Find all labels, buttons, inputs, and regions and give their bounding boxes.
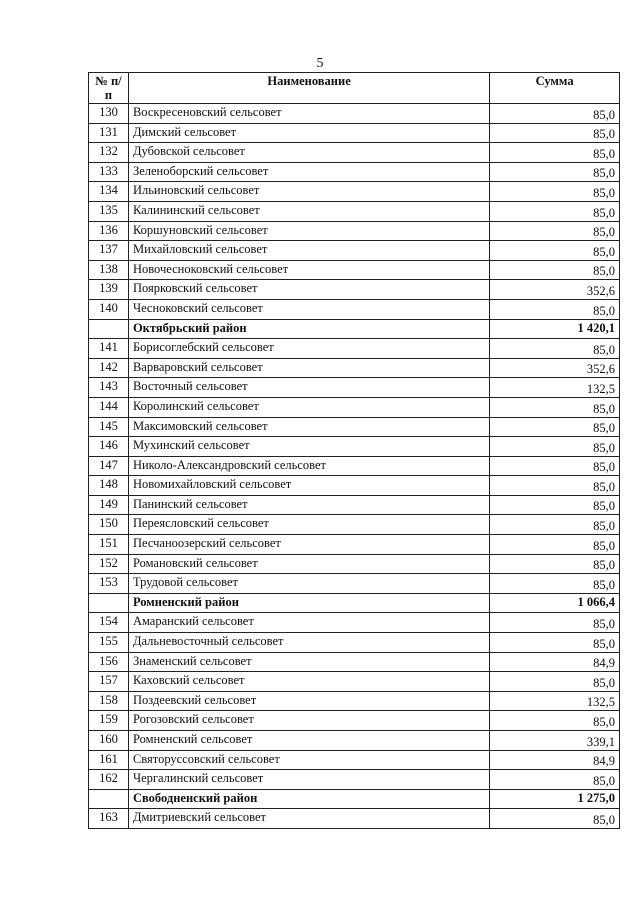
- table-row: [89, 495, 620, 515]
- row-sum: 85,0: [490, 241, 620, 261]
- table-header-row: [89, 73, 620, 104]
- row-sum: 85,0: [490, 613, 620, 633]
- row-sum: 85,0: [490, 339, 620, 359]
- row-sum: 85,0: [490, 299, 620, 319]
- row-name: Новомихайловский сельсовет: [128, 476, 489, 496]
- table-row: [89, 613, 620, 633]
- row-number: 153: [89, 574, 129, 594]
- row-number: 138: [89, 260, 129, 280]
- table-row: [89, 143, 620, 163]
- row-number: 155: [89, 633, 129, 653]
- row-sum: 85,0: [490, 162, 620, 182]
- row-number: 141: [89, 339, 129, 359]
- row-number: 151: [89, 535, 129, 555]
- row-sum: 85,0: [490, 397, 620, 417]
- row-number: 163: [89, 809, 129, 829]
- header-name: Наименование: [128, 73, 489, 104]
- table-row: [89, 574, 620, 594]
- table-row: [89, 633, 620, 653]
- row-name: Каховский сельсовет: [128, 672, 489, 692]
- table-body: [89, 104, 620, 829]
- row-name: Варваровский сельсовет: [128, 358, 489, 378]
- table-row: [89, 672, 620, 692]
- row-name: Панинский сельсовет: [128, 495, 489, 515]
- row-name: Максимовский сельсовет: [128, 417, 489, 437]
- row-sum: 1 066,4: [490, 593, 620, 613]
- row-name: Чергалинский сельсовет: [128, 770, 489, 790]
- row-name: Рогозовский сельсовет: [128, 711, 489, 731]
- table-row: [89, 535, 620, 555]
- row-number: 161: [89, 750, 129, 770]
- row-sum: 84,9: [490, 652, 620, 672]
- table-row: [89, 280, 620, 300]
- row-sum: 1 275,0: [490, 789, 620, 809]
- district-subtotal-row: [89, 319, 620, 339]
- row-number: 159: [89, 711, 129, 731]
- table-row: [89, 770, 620, 790]
- table-row: [89, 731, 620, 751]
- row-number: 148: [89, 476, 129, 496]
- row-name: Песчаноозерский сельсовет: [128, 535, 489, 555]
- row-name: Знаменский сельсовет: [128, 652, 489, 672]
- table-row: [89, 750, 620, 770]
- row-number: 135: [89, 201, 129, 221]
- table-row: [89, 182, 620, 202]
- row-name: Воскресеновский сельсовет: [128, 104, 489, 124]
- table-row: [89, 691, 620, 711]
- row-name: Мухинский сельсовет: [128, 437, 489, 457]
- table-row: [89, 162, 620, 182]
- row-name: Борисоглебский сельсовет: [128, 339, 489, 359]
- row-number: 143: [89, 378, 129, 398]
- table-row: [89, 260, 620, 280]
- row-sum: 85,0: [490, 711, 620, 731]
- row-number: 154: [89, 613, 129, 633]
- row-name: Амаранский сельсовет: [128, 613, 489, 633]
- row-name: Зеленоборский сельсовет: [128, 162, 489, 182]
- row-sum: 85,0: [490, 476, 620, 496]
- district-subtotal-row: [89, 593, 620, 613]
- row-number: 150: [89, 515, 129, 535]
- table-row: [89, 711, 620, 731]
- row-name: Михайловский сельсовет: [128, 241, 489, 261]
- table-row: [89, 358, 620, 378]
- table-row: [89, 809, 620, 829]
- row-sum: 85,0: [490, 104, 620, 124]
- row-name: Дубовской сельсовет: [128, 143, 489, 163]
- table-row: [89, 554, 620, 574]
- row-sum: 85,0: [490, 770, 620, 790]
- table-row: [89, 201, 620, 221]
- row-name: Дальневосточный сельсовет: [128, 633, 489, 653]
- table-row: [89, 221, 620, 241]
- page-number: 5: [316, 56, 324, 71]
- row-sum: 85,0: [490, 182, 620, 202]
- header-sum: Сумма: [490, 73, 620, 104]
- row-sum: 85,0: [490, 221, 620, 241]
- row-number: 152: [89, 554, 129, 574]
- row-number: 144: [89, 397, 129, 417]
- row-number: 156: [89, 652, 129, 672]
- row-sum: 85,0: [490, 574, 620, 594]
- table-row: [89, 104, 620, 124]
- row-name: Ромненский район: [128, 593, 489, 613]
- row-number: 142: [89, 358, 129, 378]
- row-name: Свободненский район: [128, 789, 489, 809]
- row-number: 147: [89, 456, 129, 476]
- row-name: Николо-Александровский сельсовет: [128, 456, 489, 476]
- table-row: [89, 378, 620, 398]
- row-sum: 132,5: [490, 378, 620, 398]
- row-sum: 85,0: [490, 201, 620, 221]
- row-sum: 85,0: [490, 672, 620, 692]
- row-sum: 85,0: [490, 633, 620, 653]
- row-sum: 85,0: [490, 456, 620, 476]
- row-sum: 85,0: [490, 554, 620, 574]
- row-number: 132: [89, 143, 129, 163]
- row-sum: 85,0: [490, 495, 620, 515]
- row-sum: 85,0: [490, 515, 620, 535]
- row-sum: 85,0: [490, 123, 620, 143]
- table-row: [89, 652, 620, 672]
- row-number: 140: [89, 299, 129, 319]
- row-sum: 85,0: [490, 535, 620, 555]
- row-name: Октябрьский район: [128, 319, 489, 339]
- row-name: Поярковский сельсовет: [128, 280, 489, 300]
- table-row: [89, 339, 620, 359]
- table-row: [89, 437, 620, 457]
- row-number: 137: [89, 241, 129, 261]
- district-subtotal-row: [89, 789, 620, 809]
- row-name: Чесноковский сельсовет: [128, 299, 489, 319]
- row-sum: 84,9: [490, 750, 620, 770]
- row-name: Трудовой сельсовет: [128, 574, 489, 594]
- row-name: Ромненский сельсовет: [128, 731, 489, 751]
- budget-table: [88, 72, 620, 829]
- row-name: Калининский сельсовет: [128, 201, 489, 221]
- row-sum: 132,5: [490, 691, 620, 711]
- table-row: [89, 417, 620, 437]
- row-name: Восточный сельсовет: [128, 378, 489, 398]
- row-number: 139: [89, 280, 129, 300]
- row-number: 130: [89, 104, 129, 124]
- row-sum: 339,1: [490, 731, 620, 751]
- row-number: 136: [89, 221, 129, 241]
- row-number: 146: [89, 437, 129, 457]
- table-row: [89, 397, 620, 417]
- row-name: Переясловский сельсовет: [128, 515, 489, 535]
- row-sum: 85,0: [490, 809, 620, 829]
- row-name: Поздеевский сельсовет: [128, 691, 489, 711]
- table-row: [89, 123, 620, 143]
- row-sum: 352,6: [490, 358, 620, 378]
- row-number: 133: [89, 162, 129, 182]
- row-sum: 85,0: [490, 437, 620, 457]
- row-number: 158: [89, 691, 129, 711]
- row-name: Коршуновский сельсовет: [128, 221, 489, 241]
- row-number: 131: [89, 123, 129, 143]
- row-name: Ильиновский сельсовет: [128, 182, 489, 202]
- table-row: [89, 515, 620, 535]
- row-sum: 85,0: [490, 417, 620, 437]
- row-sum: 1 420,1: [490, 319, 620, 339]
- row-number: 162: [89, 770, 129, 790]
- row-number: 160: [89, 731, 129, 751]
- row-number: [89, 593, 129, 613]
- row-name: Димский сельсовет: [128, 123, 489, 143]
- row-name: Святоруссовский сельсовет: [128, 750, 489, 770]
- row-sum: 85,0: [490, 260, 620, 280]
- row-number: 134: [89, 182, 129, 202]
- row-number: 149: [89, 495, 129, 515]
- row-name: Романовский сельсовет: [128, 554, 489, 574]
- table-row: [89, 299, 620, 319]
- table-row: [89, 456, 620, 476]
- row-number: [89, 789, 129, 809]
- row-name: Новочесноковский сельсовет: [128, 260, 489, 280]
- row-number: 157: [89, 672, 129, 692]
- row-sum: 352,6: [490, 280, 620, 300]
- row-number: 145: [89, 417, 129, 437]
- row-name: Королинский сельсовет: [128, 397, 489, 417]
- row-sum: 85,0: [490, 143, 620, 163]
- table-row: [89, 476, 620, 496]
- header-num: № п/п: [89, 73, 129, 104]
- row-name: Дмитриевский сельсовет: [128, 809, 489, 829]
- table-row: [89, 241, 620, 261]
- row-number: [89, 319, 129, 339]
